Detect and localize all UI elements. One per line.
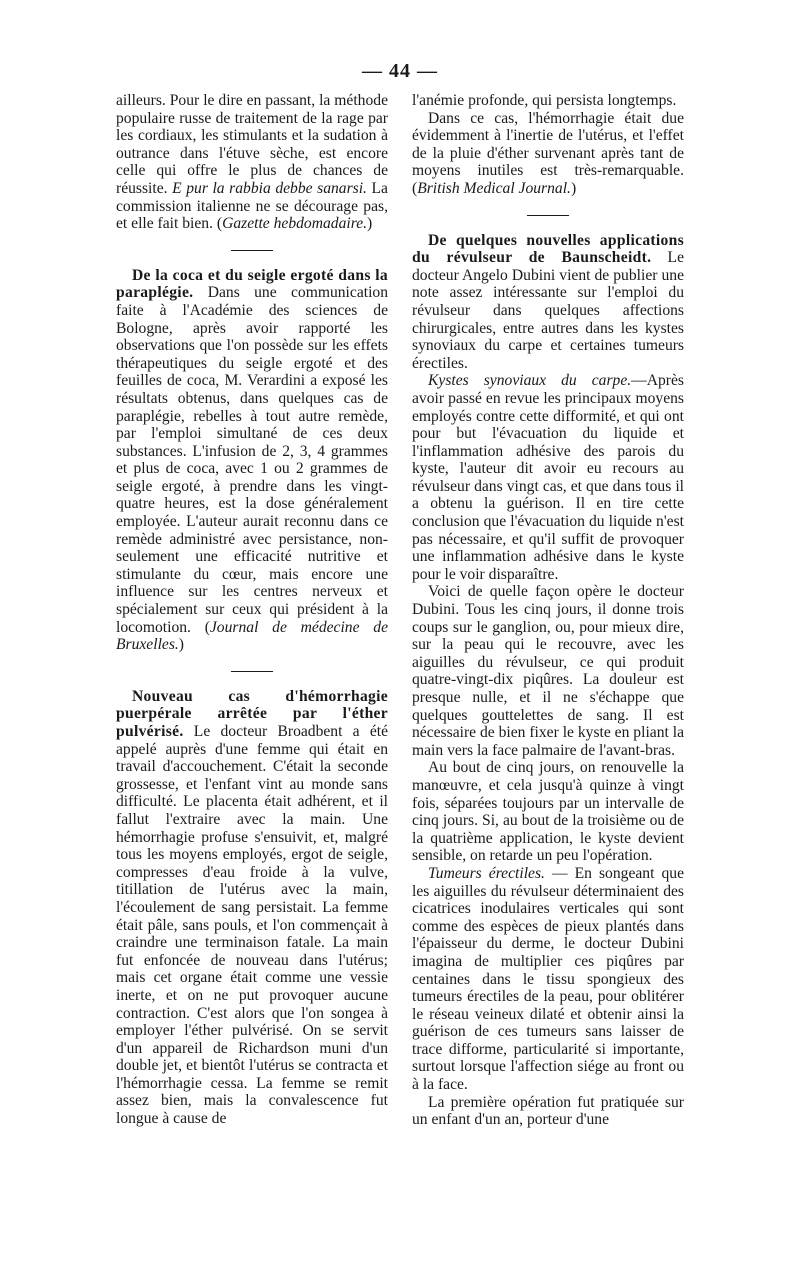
paragraph-continuation: l'anémie profonde, qui persista longtemps. <box>412 92 677 109</box>
separator-rule <box>527 215 569 216</box>
paragraph-kystes <box>412 372 684 583</box>
text: ailleurs. Pour le dire en passant, la méthode populaire russe de traitement de la rage par les cordiaux, les stimulants et la sudation à outrance dans l'étuve sèche, est encore celle qui offre le plus de chances de réussite. <box>116 92 388 197</box>
text: ) <box>178 636 184 654</box>
text: La commission italienne ne se décourage pas, et elle fait bien. ( <box>116 179 388 233</box>
article-hemorrhagie <box>116 688 388 1128</box>
source-citation: Journal de médecine de Bruxelles. <box>116 618 388 654</box>
text: —Après avoir passé en revue les principaux moyens employés contre cette difformité, et qui ont pour but l'évacuation du liquide et l'inflammation adhésive des parois du kyste, l'auteur dit avoir eu recours au révulseur dans vingt cas, et que dans tous il a obtenu la guérison. Il en tire cette conclusion que l'évacuation du liquide n'est pas nécessaire, et qu'il suffit de provoquer une inflammation adhésive dans le kyste pour le voir disparaître. <box>412 372 684 583</box>
article-title: De la coca et du seigle ergoté dans la paraplégie. <box>116 266 388 302</box>
article-body: Dans une communication faite à l'Académie des sciences de Bologne, après avoir rapporté les observations que l'on possède sur les effets thérapeutiques du seigle ergoté et des feuilles de coca, M. Verardini a exposé les résultats obtenus, dans quelques cas de paraplégie, rebelles à tout autre remède, par l'emploi simultané de ces deux substances. L'infusion de 2, 3, 4 grammes et plus de coca, avec 1 ou 2 grammes de seigle ergoté, à prendre dans les vingt-quatre heures, est la dose généralement employée. L'auteur aurait reconnu dans ce remède administré avec persistance, non-seulement une efficacité nutritive et stimulante du cœur, mais encore une influence sur les centres nerveux et spécialement sur ceux qui président à la locomotion. ( <box>116 284 388 636</box>
text: — En songeant que les aiguilles du révulseur déterminaient des cicatrices inodulaires verticales qui sont comme des espèces de pieux plantés dans l'épaisseur du derme, le docteur Dubini imagina de multiplier ces piqûres par centaines dans le tissu spongieux des tumeurs érectiles de la peau, pour oblitérer le réseau veineux dilaté et obtenir ainsi la guérison de ces tumeurs sans laisser de trace difforme, particularité si importante, surtout lorsque l'affection siége au front ou à la face. <box>412 864 684 1094</box>
article-body: Le docteur Broadbent a été appelé auprès d'une femme qui était en travail d'accouchement. C'était la seconde grossesse, et l'enfant vint au monde sans difficulté. Le placenta était adhérent, et il fallut l'extraire avec la main. Une hémorrhagie profuse s'ensuivit, et, malgré tous les moyens employés, ergot de seigle, compresses d'eau froide à la vulve, titillation de l'utérus avec la main, l'écoulement de sang persistait. La femme était pâle, sans pouls, et l'on commençait à craindre une terminaison fatale. La main fut enfoncée de nouveau dans l'utérus; mais cet organe était comme une vessie inerte, et on ne put provoquer aucune contraction. C'est alors que l'on songea à employer l'éther pulvérisé. On se servit d'un appareil de Richardson muni d'un double jet, et bientôt l'utérus se contracta et l'hémorrhagie cessa. La femme se remit assez bien, mais la convalescence fut longue à cause de <box>116 723 388 1128</box>
paragraph-premiere-operation: La première opération fut pratiquée sur un enfant d'un an, porteur d'une <box>412 1093 684 1129</box>
left-column <box>116 92 388 1128</box>
paragraph-voici: Voici de quelle façon opère le docteur Dubini. Tous les cinq jours, il donne trois coups sur le ganglion, ou, pour mieux dire, sur la peau qui le recouvre, avec les aiguilles du révulseur, ce qui produit quatre-vingt-dix piqûres. La douleur est presque nulle, et il ne s'échappe que quelques gouttelettes de sang. Il est nécessaire de bien fixer le kyste en pliant la main vers la face palmaire de l'avant-bras. <box>412 583 684 759</box>
paragraph-conclusion <box>412 110 684 198</box>
paragraph-au-bout: Au bout de cinq jours, on renouvelle la manœuvre, et cela jusqu'à quinze à vingt fois, séparées toujours par un intervalle de cinq jours. Si, au bout de la troisième ou de la quatrième application, le kyste devient sensible, on retarde un peu l'opération. <box>412 759 684 865</box>
text: ) <box>367 215 373 233</box>
article-revulseur <box>412 232 684 373</box>
article-title: Nouveau cas d'hémorrhagie puerpérale arrêtée par l'éther pulvérisé. <box>116 687 388 740</box>
italian-quote: E pur la rabbia debbe sanarsi. <box>172 179 367 197</box>
source-citation: Gazette hebdomadaire. <box>222 215 368 233</box>
section-subtitle: Tumeurs érectiles. <box>428 864 545 882</box>
article-title: De quelques nouvelles applications du révulseur de Baunscheidt. <box>412 231 684 267</box>
text: Dans ce cas, l'hémorrhagie était due évidemment à l'inertie de l'utérus, et l'effet de la pluie d'éther survenant après tant de moyens inutiles est très-remarquable. ( <box>412 109 684 197</box>
right-column <box>412 92 684 1129</box>
separator-rule <box>231 250 273 251</box>
article-coca-seigle <box>116 267 388 654</box>
source-citation: British Medical Journal. <box>417 179 571 197</box>
paragraph-rabies-conclusion <box>116 92 388 233</box>
section-subtitle: Kystes synoviaux du carpe. <box>428 372 632 390</box>
article-body: Le docteur Angelo Dubini vient de publier une note assez intéressante sur l'emploi du révulseur dans quelques affections chirurgicales, entre autres dans les kystes synoviaux du carpe et certaines tumeurs érectiles. <box>412 249 684 372</box>
paragraph-tumeurs <box>412 865 684 1094</box>
page-number: — 44 — <box>362 60 438 82</box>
text: ) <box>570 179 577 197</box>
separator-rule <box>231 671 273 672</box>
